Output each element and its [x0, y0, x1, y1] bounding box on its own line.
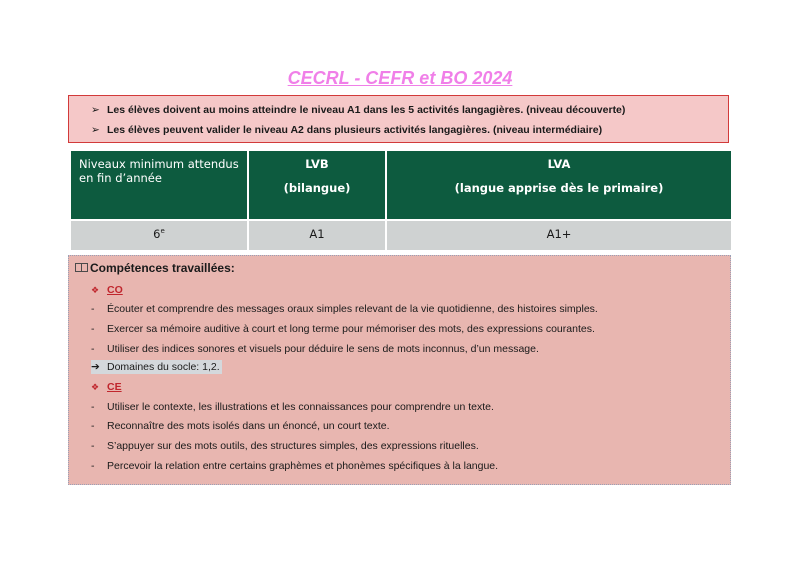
dash-bullet-icon: - [91, 323, 95, 335]
list-item: - Utiliser des indices sonores et visuels pour déduire le sens de mots inconnus, d’un message. [91, 340, 539, 358]
list-item: - Écouter et comprendre des messages oraux simples relevant de la vie quotidienne, des histoires simples. [91, 300, 598, 318]
header-lvb [248, 150, 386, 220]
list-item: - Percevoir la relation entre certains graphèmes et phonèmes spécifiques à la langue. [91, 457, 498, 475]
header-lva-subtitle: (langue apprise dès le primaire) [454, 181, 664, 195]
section-ce-heading: ❖ CE [91, 378, 122, 396]
header-lva [386, 150, 732, 220]
intro-line [69, 120, 728, 140]
list-item: - Reconnaître des mots isolés dans un énoncé, un court texte. [91, 417, 390, 435]
intro-line [69, 100, 728, 120]
header-min-levels: Niveaux minimum attendus en fin d’année [70, 150, 248, 220]
cell-lvb-level: A1 [248, 220, 386, 251]
section-co-heading: ❖ CO [91, 281, 123, 299]
grade-superscript: e [160, 227, 165, 236]
skills-box [68, 255, 731, 485]
dash-bullet-icon: - [91, 460, 95, 472]
open-book-icon [75, 263, 88, 272]
diamond-bullet-icon: ❖ [91, 285, 100, 295]
dash-bullet-icon: - [91, 401, 95, 413]
levels-table [69, 149, 733, 252]
header-lva-title: LVA [547, 157, 571, 171]
arrowhead-bullet-icon: ➢ [91, 124, 100, 136]
dash-bullet-icon: - [91, 420, 95, 432]
socle-domains-note: ➔ Domaines du socle: 1,2. [91, 361, 220, 373]
list-item: - Exercer sa mémoire auditive à court et long terme pour mémoriser des mots, des expressions courantes. [91, 320, 595, 338]
arrowhead-bullet-icon: ➢ [91, 104, 100, 116]
table-header-row [70, 150, 732, 220]
skills-heading: Compétences travaillées: [75, 261, 235, 275]
page-title: CECRL - CEFR et BO 2024 [287, 68, 513, 88]
dash-bullet-icon: - [91, 440, 95, 452]
dash-bullet-icon: - [91, 343, 95, 355]
table-row [70, 220, 732, 251]
intro-text: Les élèves peuvent valider le niveau A2 dans plusieurs activités langagières. (niveau intermédiaire) [107, 124, 603, 136]
cell-grade: 6e [70, 220, 248, 251]
header-lvb-title: LVB [305, 157, 329, 171]
dash-bullet-icon: - [91, 303, 95, 315]
list-item: - S’appuyer sur des mots outils, des structures simples, des expressions rituelles. [91, 437, 479, 455]
diamond-bullet-icon: ❖ [91, 382, 100, 392]
intro-text: Les élèves doivent au moins atteindre le niveau A1 dans les 5 activités langagières. (niveau découverte) [107, 104, 626, 116]
right-arrow-icon: ➔ [91, 361, 100, 373]
intro-box [68, 95, 729, 143]
cell-lva-level: A1+ [386, 220, 732, 251]
list-item: - Utiliser le contexte, les illustrations et les connaissances pour comprendre un texte. [91, 398, 494, 416]
header-lvb-subtitle: (bilangue) [283, 181, 351, 195]
